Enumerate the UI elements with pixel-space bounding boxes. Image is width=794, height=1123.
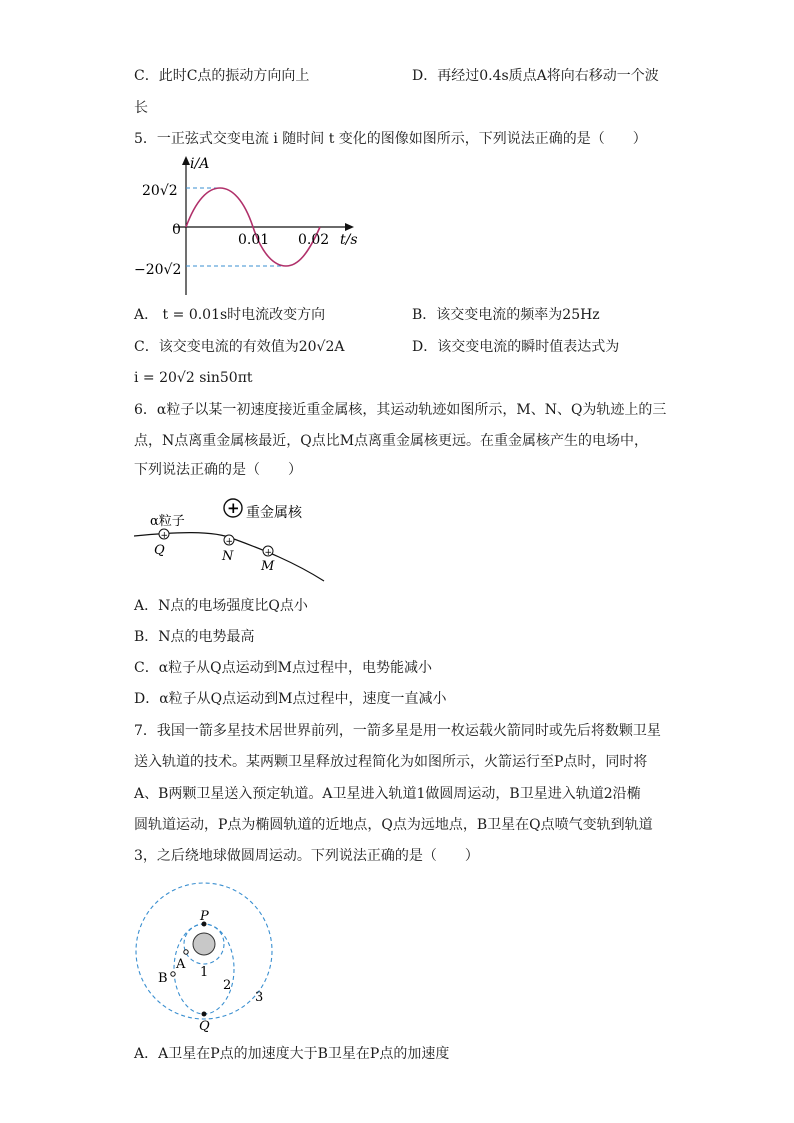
q6-option-a: A．N点的电场强度比Q点小: [134, 598, 308, 614]
satellite-a-marker: [184, 950, 188, 954]
q7-stem-line-4: 圆轨道运动，P点为椭圆轨道的近地点，Q点为远地点，B卫星在Q点喷气变轨到轨道: [134, 817, 653, 833]
q7-stem-line-3: A、B两颗卫星送入预定轨道。A卫星进入轨道1做圆周运动，B卫星进入轨道2沿椭: [134, 786, 641, 802]
x-axis-arrow-icon: [345, 223, 354, 231]
q4-option-c: C．此时C点的振动方向向上: [134, 68, 310, 84]
nucleus-plus: +: [227, 499, 240, 517]
point-q-marker: [202, 1012, 207, 1017]
q5-stem: 5．一正弦式交变电流 i 随时间 t 变化的图像如图所示，下列说法正确的是（ ）: [134, 131, 647, 147]
q5-option-d: D．该交变电流的瞬时值表达式为: [412, 339, 620, 355]
q5-current-graph: [134, 150, 374, 300]
satellite-b-marker: [171, 972, 175, 976]
x-tick-0-01: 0.01: [238, 232, 270, 248]
q5-option-b: B．该交变电流的频率为25Hz: [412, 307, 600, 323]
earth: [193, 933, 215, 955]
point-m-label: M: [261, 559, 275, 574]
q6-stem-line-1: 6．α粒子以某一初速度接近重金属核，其运动轨迹如图所示，M、N、Q为轨迹上的三: [134, 402, 667, 418]
q7-stem-line-2: 送入轨道的技术。某两颗卫星释放过程简化为如图所示，火箭运行至P点时，同时将: [134, 754, 648, 770]
point-m-plus: +: [264, 548, 273, 558]
q6-option-c: C．α粒子从Q点运动到M点过程中，电势能减小: [134, 660, 432, 676]
q7-stem-line-1: 7．我国一箭多星技术居世界前列，一箭多星是用一枚运载火箭同时或先后将数颗卫星: [134, 723, 661, 739]
nucleus-label: 重金属核: [246, 505, 302, 521]
q6-trajectory-figure: [134, 492, 334, 586]
q6-stem-line-2: 点，N点离重金属核最近，Q点比M点离重金属核更远。在重金属核产生的电场中，: [134, 433, 649, 449]
point-q-plus: +: [160, 531, 169, 541]
q4-option-d: D．再经过0.4s质点A将向右移动一个波: [412, 68, 659, 84]
satellite-b-label: B: [158, 971, 168, 986]
q6-option-d: D．α粒子从Q点运动到M点过程中，速度一直减小: [134, 691, 447, 707]
satellite-a-label: A: [176, 957, 186, 972]
orbit-1-label: 1: [200, 965, 209, 980]
q7-orbit-figure: [130, 878, 290, 1038]
q5-option-d-continued: i = 20√2 sin50πt: [134, 370, 253, 386]
q7-option-a: A．A卫星在P点的加速度大于B卫星在P点的加速度: [134, 1046, 450, 1062]
point-p-label: P: [200, 909, 209, 924]
y-min-label: −20√2: [134, 262, 182, 278]
point-n-plus: +: [225, 537, 234, 547]
q6-option-b: B．N点的电势最高: [134, 629, 255, 645]
q7-stem-line-5: 3，之后绕地球做圆周运动。下列说法正确的是（ ）: [134, 848, 479, 864]
alpha-particle-label: α粒子: [150, 514, 185, 529]
point-q-label: Q: [154, 543, 165, 558]
point-q-label: Q: [199, 1019, 210, 1034]
y-max-label: 20√2: [142, 183, 178, 199]
y-axis-arrow-icon: [182, 156, 190, 165]
q5-option-a: A． t = 0.01s时电流改变方向: [134, 307, 326, 323]
point-n-label: N: [222, 549, 234, 564]
x-axis-label: t/s: [340, 232, 358, 248]
y-axis-label: i/A: [190, 156, 210, 172]
q6-stem-line-3: 下列说法正确的是（ ）: [134, 462, 302, 478]
q5-option-c: C．该交变电流的有效值为20√2A: [134, 339, 345, 355]
q4-option-d-continued: 长: [134, 100, 148, 116]
orbit-2-label: 2: [223, 978, 232, 993]
origin-label: 0: [172, 222, 181, 238]
orbit-3-label: 3: [255, 990, 264, 1005]
x-tick-0-02: 0.02: [298, 232, 330, 248]
